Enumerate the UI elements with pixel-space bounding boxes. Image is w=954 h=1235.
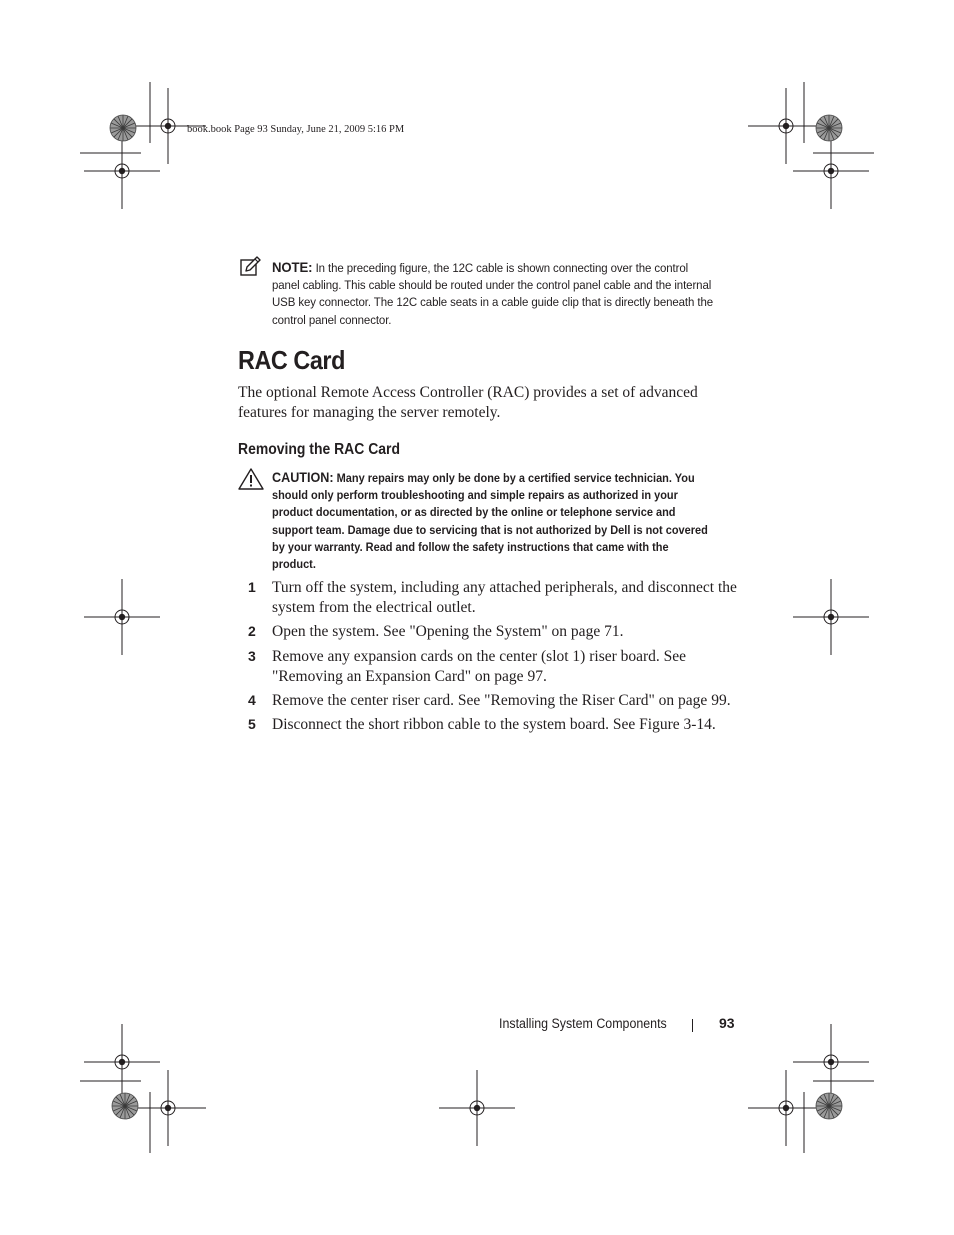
- step-number: 5: [248, 716, 256, 732]
- caution-label: CAUTION:: [272, 469, 334, 485]
- subsection-title: Removing the RAC Card: [238, 441, 400, 458]
- section-title: RAC Card: [238, 345, 345, 375]
- step-number: 1: [248, 579, 256, 595]
- page-number: 93: [719, 1015, 735, 1031]
- caution-text: Many repairs may only be done by a certified service technician. You should only perform troubleshooting and simple repairs as authorized in your product documentation, or as directed by the online or telephone service and support team. Damage due to servicing that is not authorized by Dell is not covered by your warranty. Read and follow the safety instructions that came with the product.: [272, 471, 708, 572]
- step-text: Disconnect the short ribbon cable to the system board. See Figure 3-14.: [272, 716, 716, 733]
- warning-triangle-icon: [237, 467, 265, 491]
- note-text: In the preceding figure, the 12C cable is shown connecting over the control panel cabling. This cable should be routed under the control panel cable and the internal USB key connector. The 12C cable seats in a cable guide clip that is directly beneath the control panel connector.: [272, 261, 714, 327]
- note-block: [272, 259, 714, 329]
- footer-divider: [692, 1019, 693, 1032]
- print-slug: book.book Page 93 Sunday, June 21, 2009 5:16 PM: [187, 124, 405, 135]
- step-number: 2: [248, 623, 256, 639]
- step-text: Open the system. See "Opening the System" on page 71.: [272, 623, 624, 640]
- step-text: Remove the center riser card. See "Removing the Riser Card" on page 99.: [272, 692, 731, 709]
- pencil-note-icon: [238, 256, 262, 278]
- note-label: NOTE:: [272, 259, 313, 275]
- caution-block: [272, 469, 713, 573]
- section-intro: The optional Remote Access Controller (RAC) provides a set of advanced features for managing the server remotely.: [238, 384, 698, 421]
- step-number: 3: [248, 648, 256, 664]
- step-text: Turn off the system, including any attached peripherals, and disconnect the system from the electrical outlet.: [272, 579, 737, 616]
- step-text: Remove any expansion cards on the center (slot 1) riser board. See "Removing an Expansion Card" on page 97.: [272, 648, 687, 685]
- footer-section-name: Installing System Components: [499, 1016, 667, 1031]
- step-number: 4: [248, 692, 256, 708]
